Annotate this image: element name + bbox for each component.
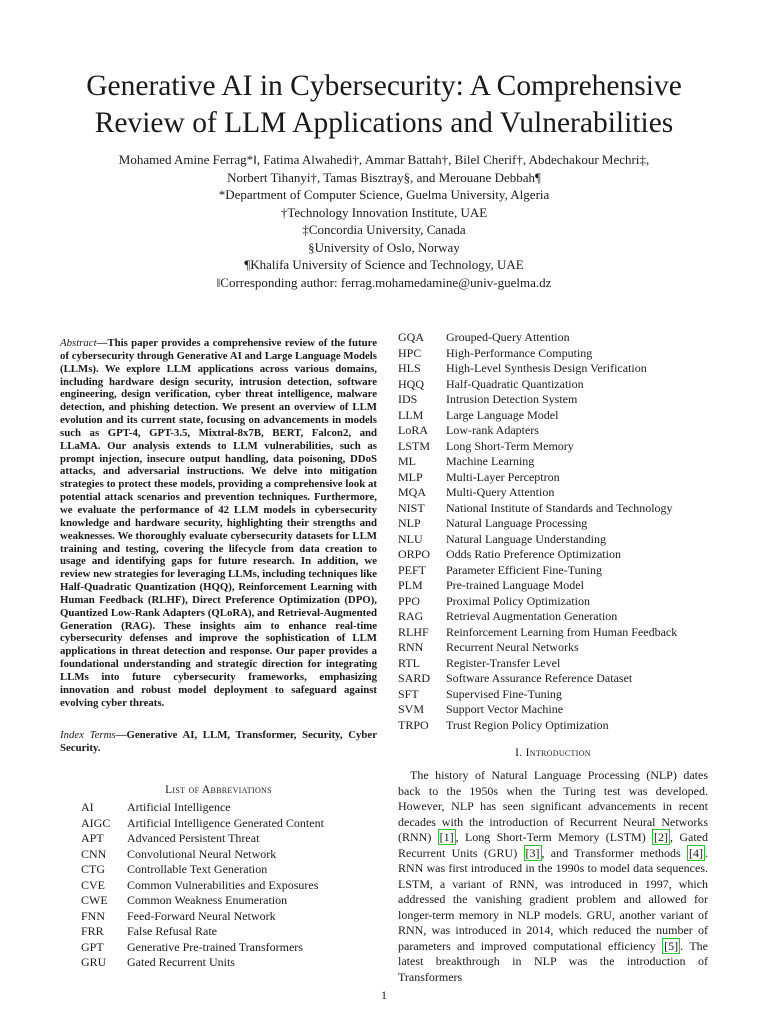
- abbreviation-definition: National Institute of Standards and Technology: [446, 500, 673, 515]
- abbreviation-definition: Controllable Text Generation: [127, 862, 268, 876]
- abbreviation-term: FNN: [81, 908, 106, 923]
- abbreviation-term: PPO: [398, 593, 421, 608]
- abbreviation-definition: Common Weakness Enumeration: [127, 893, 288, 907]
- abbreviation-row: [398, 346, 708, 362]
- abbreviation-term: GPT: [81, 939, 104, 954]
- abbreviation-term: AIGC: [81, 815, 111, 830]
- abbreviation-definition: Feed-Forward Neural Network: [127, 908, 276, 923]
- abbreviation-term: CTG: [81, 862, 105, 876]
- abbreviation-definition: Gated Recurrent Units: [127, 955, 235, 969]
- abbreviation-row: [398, 439, 708, 455]
- affiliation: †Technology Innovation Institute, UAE: [280, 204, 488, 220]
- abbreviation-term: SVM: [398, 702, 425, 716]
- abbreviation-row: [398, 501, 708, 517]
- abbreviation-row: [398, 718, 708, 734]
- abbreviation-row: [398, 640, 708, 656]
- abbreviation-definition: Retrieval Augmentation Generation: [446, 609, 618, 623]
- abstract-label: Abstract: [60, 337, 97, 349]
- abbreviation-row: [398, 377, 708, 393]
- abbreviation-term: PLM: [398, 578, 423, 592]
- abbreviation-row: [398, 532, 708, 548]
- abbreviation-term: HLS: [398, 361, 421, 375]
- abbreviation-term: PEFT: [398, 562, 427, 577]
- abbreviation-row: [81, 816, 381, 832]
- abbreviation-definition: Multi-Query Attention: [446, 485, 555, 499]
- abbreviation-term: RNN: [398, 640, 424, 654]
- abstract-text: —This paper provides a comprehensive review of the future of cybersecurity through Generative AI and Large Language Models (LLMs). We explore LLM applications across various domains, including hardware design security, intrusion detection, software engineering, design verification, cyber threat intelligence, malware detection, and phishing detection. We present an overview of LLM evolution and its current state, focusing on advancements in models such as GPT-4, GPT-3.5, Mixtral-8x7B, BERT, Falcon2, and LLaMA. Our analysis extends to LLM vulnerabilities, such as prompt injection, insecure output handling, data poisoning, DDoS attacks, and adversarial instructions. We delve into mitigation strategies to protect these models, providing a comprehensive look at potential attack scenarios and prevention techniques. Furthermore, we evaluate the performance of 42 LLM models in cybersecurity knowledge and hardware security, highlighting their strengths and weaknesses. We thoroughly evaluate cybersecurity datasets for LLM training and testing, covering the lifecycle from data creation to usage and identifying gaps for future research. In addition, we review new strategies for leveraging LLMs, including techniques like Half-Quadratic Quantization (HQQ), Reinforcement Learning with Human Feedback (RLHF), Direct Preference Optimization (DPO), Quantized Low-Rank Adapters (QLoRA), and Retrieval-Augmented Generation (RAG). These insights aim to enhance real-time cybersecurity defenses and improve the sophistication of LLM applications in threat detection and response. Our paper provides a foundational understanding and strategic direction for integrating LLMs into future cybersecurity frameworks, emphasizing innovation and robust model deployment to safeguard against evolving cyber threats.: [60, 337, 377, 709]
- author-list: [40, 151, 728, 186]
- abbreviation-row: [398, 361, 708, 377]
- abbreviation-term: HQQ: [398, 376, 424, 391]
- citation-link[interactable]: [4]: [689, 845, 703, 860]
- abbreviation-row: [398, 454, 708, 470]
- abbreviation-term: ML: [398, 454, 416, 468]
- affiliation: ‖Corresponding author: ferrag.mohamedamine@univ-guelma.dz: [216, 274, 552, 290]
- abbreviation-definition: Recurrent Neural Networks: [446, 640, 579, 654]
- citation-link[interactable]: [1]: [439, 830, 454, 844]
- abbreviations-list-left: [81, 800, 381, 971]
- abbreviation-term: MQA: [398, 485, 427, 499]
- abbreviation-definition: Register-Transfer Level: [446, 655, 561, 670]
- abbreviation-row: [398, 578, 708, 594]
- citation-link[interactable]: [3]: [525, 845, 540, 860]
- abbreviation-row: [398, 547, 708, 563]
- abbreviation-row: [81, 862, 381, 878]
- abbreviation-definition: Grouped-Query Attention: [446, 330, 570, 344]
- abbreviation-row: [398, 392, 708, 408]
- abbreviation-row: [398, 408, 708, 424]
- abbreviation-row: [398, 470, 708, 486]
- abbreviation-definition: High-Performance Computing: [446, 345, 593, 360]
- abbreviation-definition: Odds Ratio Preference Optimization: [446, 547, 621, 561]
- abbreviation-definition: Convolutional Neural Network: [127, 846, 277, 861]
- paper-title: [40, 68, 728, 142]
- abbreviation-row: [81, 893, 381, 909]
- abbreviation-definition: Pre-trained Language Model: [446, 578, 584, 592]
- abbreviation-definition: Natural Language Processing: [446, 516, 588, 530]
- abbreviation-definition: Supervised Fine-Tuning: [446, 686, 562, 701]
- index-terms-label: Index Terms: [60, 729, 116, 741]
- abbreviation-term: NLP: [398, 516, 421, 530]
- abbreviation-definition: Common Vulnerabilities and Exposures: [127, 877, 319, 892]
- abbreviation-term: LSTM: [398, 438, 431, 453]
- abbreviation-definition: Intrusion Detection System: [446, 392, 578, 406]
- abbreviation-term: RAG: [398, 609, 424, 623]
- abbreviation-term: FRR: [81, 924, 104, 938]
- abbreviation-row: [81, 847, 381, 863]
- citation-link[interactable]: [2]: [654, 830, 669, 844]
- affiliation: §University of Oslo, Norway: [308, 239, 460, 255]
- abbreviation-term: NLU: [398, 531, 423, 546]
- abbreviation-term: RLHF: [398, 624, 429, 639]
- abbreviation-definition: High-Level Synthesis Design Verification: [446, 361, 647, 375]
- abbreviations-list-right: [398, 330, 708, 733]
- abbreviation-row: [81, 831, 381, 847]
- abbreviations-heading: List of Abbreviations: [165, 784, 272, 796]
- abbreviation-term: CVE: [81, 877, 105, 892]
- abbreviation-row: [81, 909, 381, 925]
- abbreviation-row: [398, 330, 708, 346]
- abstract: [60, 337, 377, 709]
- abbreviation-row: [81, 924, 381, 940]
- abbreviation-term: TRPO: [398, 717, 429, 732]
- abbreviation-row: [81, 878, 381, 894]
- abbreviation-row: [398, 687, 708, 703]
- abbreviation-definition: Low-rank Adapters: [446, 423, 539, 437]
- abbreviation-definition: Support Vector Machine: [446, 702, 564, 716]
- abbreviation-definition: Trust Region Policy Optimization: [446, 717, 609, 732]
- affiliation: ¶Khalifa University of Science and Technology, UAE: [244, 257, 524, 272]
- abbreviation-row: [398, 625, 708, 641]
- affiliation: *Department of Computer Science, Guelma University, Algeria: [218, 187, 550, 202]
- abbreviation-definition: Proximal Policy Optimization: [446, 593, 590, 608]
- abbreviation-term: APT: [81, 831, 104, 845]
- title-line-1: Generative AI in Cybersecurity: A Comprehensive: [86, 70, 682, 102]
- abbreviation-definition: Advanced Persistent Threat: [127, 831, 260, 845]
- abbreviation-term: SARD: [398, 671, 431, 685]
- abbreviation-definition: False Refusal Rate: [127, 924, 217, 938]
- abbreviation-definition: Large Language Model: [446, 407, 559, 422]
- abbreviation-term: CNN: [81, 846, 107, 861]
- abbreviation-row: [398, 609, 708, 625]
- abbreviation-definition: Half-Quadratic Quantization: [446, 376, 584, 391]
- index-terms: [60, 729, 377, 755]
- abbreviation-row: [398, 563, 708, 579]
- abbreviation-definition: Artificial Intelligence: [127, 800, 231, 814]
- abbreviation-term: HPC: [398, 345, 422, 360]
- abbreviation-term: SFT: [398, 686, 419, 701]
- authors-line-1: Mohamed Amine Ferrag*‖, Fatima Alwahedi†, Ammar Battah†, Bilel Cherif†, Abdechakour Mechri‡,: [118, 152, 650, 167]
- abbreviation-definition: Generative Pre-trained Transformers: [127, 939, 303, 954]
- introduction-heading: I. Introduction: [515, 747, 591, 759]
- abbreviation-term: NIST: [398, 500, 425, 515]
- abbreviation-term: IDS: [398, 392, 418, 406]
- abbreviation-definition: Reinforcement Learning from Human Feedback: [446, 624, 678, 639]
- introduction-paragraph: The history of Natural Language Processing (NLP) dates back to the 1950s when the Turing test was developed. However, NLP has seen significant advancements in recent decades with the introduction of Recurrent Neural Networks (RNN) [1] , Long Short-Term Memory (LSTM) [2] , Gated Recurrent Units (GRU) [3] , and Transformer methods [4] . RNN was first introduced in the 1990s to model data sequences. LSTM, a variant of RNN, was introduced in 1997, which addressed the vanishing gradient problem and allowed for longer-term memory in NLP models. GRU, another variant of RNN, was introduced in 2014, which reduced the number of parameters and improved computational efficiency [5] . The latest breakthrough in NLP was the introduction of Transformers: [398, 768, 708, 984]
- citation-link[interactable]: [5]: [664, 938, 679, 953]
- abbreviation-term: LLM: [398, 407, 424, 422]
- abbreviation-definition: Software Assurance Reference Dataset: [446, 671, 633, 685]
- abbreviation-row: [81, 955, 381, 971]
- abbreviation-row: [398, 671, 708, 687]
- page-number: 1: [381, 988, 387, 1002]
- abbreviation-row: [398, 702, 708, 718]
- abbreviation-definition: Machine Learning: [446, 454, 535, 468]
- abbreviation-row: [398, 594, 708, 610]
- abbreviation-definition: Parameter Efficient Fine-Tuning: [446, 562, 602, 577]
- abbreviation-row: [398, 423, 708, 439]
- abbreviation-term: GQA: [398, 330, 424, 344]
- abbreviation-row: [398, 485, 708, 501]
- abbreviation-term: GRU: [81, 955, 107, 969]
- abbreviation-row: [398, 656, 708, 672]
- abbreviation-row: [81, 940, 381, 956]
- abbreviation-definition: Multi-Layer Perceptron: [446, 469, 560, 484]
- affiliation: ‡Concordia University, Canada: [302, 222, 466, 237]
- abbreviation-term: LoRA: [398, 423, 428, 437]
- affiliations: [40, 186, 728, 291]
- abbreviation-definition: Long Short-Term Memory: [446, 438, 574, 453]
- abbreviation-term: AI: [81, 800, 94, 814]
- authors-line-2: Norbert Tihanyi†, Tamas Bisztray§, and Merouane Debbah¶: [227, 169, 541, 185]
- abbreviation-definition: Natural Language Understanding: [446, 531, 606, 546]
- abbreviation-term: MLP: [398, 469, 423, 484]
- abbreviation-term: ORPO: [398, 547, 431, 561]
- abbreviation-row: [81, 800, 381, 816]
- title-line-2: Review of LLM Applications and Vulnerabilities: [94, 107, 674, 139]
- abbreviation-term: CWE: [81, 893, 108, 907]
- index-terms-text: —Generative AI, LLM, Transformer, Security, Cyber Security.: [60, 729, 377, 754]
- abbreviation-row: [398, 516, 708, 532]
- abbreviation-term: RTL: [398, 655, 420, 670]
- abbreviation-definition: Artificial Intelligence Generated Content: [127, 815, 324, 830]
